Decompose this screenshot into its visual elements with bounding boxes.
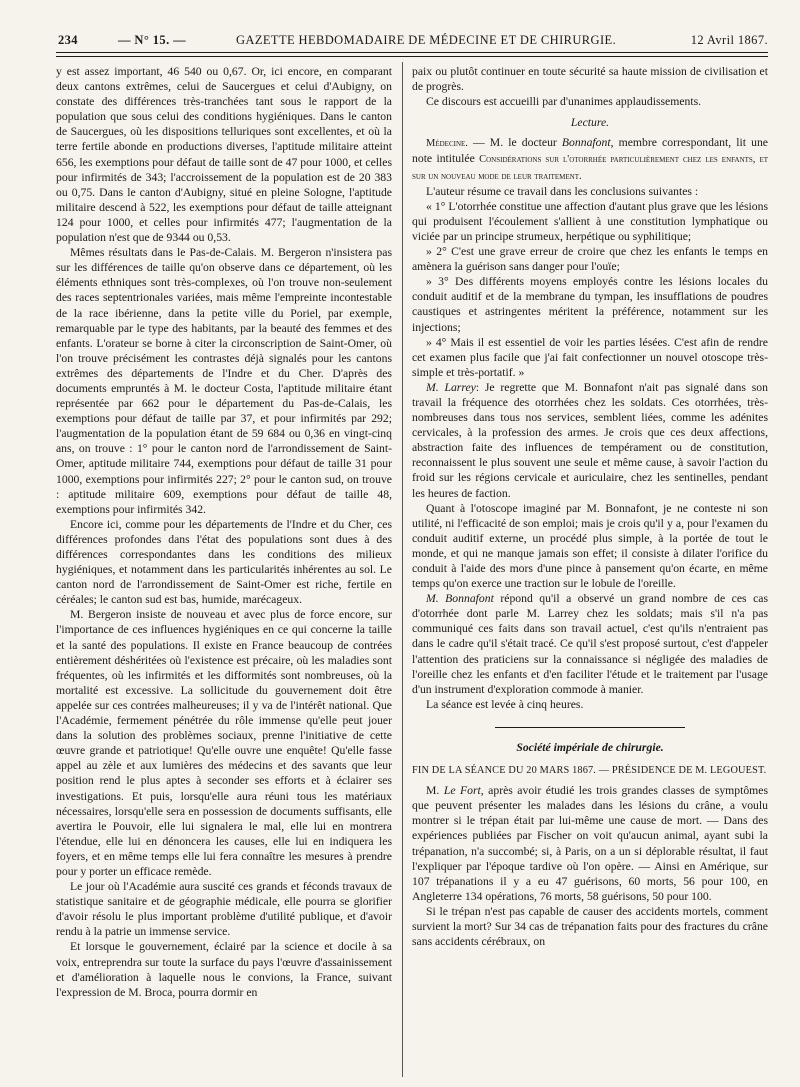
paragraph: Le jour où l'Académie aura suscité ces grands et féconds travaux de statistique sanitaire et de géographie médicale, elle pourra se glorifier d'avoir résolu le plus important problème d'utilité publique, et d'avoir rendu à la patrie un immense service. [56, 880, 392, 939]
reply-paragraph [412, 591, 768, 697]
journal-title: GAZETTE HEBDOMADAIRE DE MÉDECINE ET DE CHIRURGIE. [236, 33, 617, 47]
speaker-name: Le Fort [443, 784, 481, 798]
left-column [56, 64, 392, 1000]
conclusion-item: » 2° C'est une grave erreur de croire que chez les enfants le temps en amènera la guérison sans danger pour l'ouïe; [412, 245, 768, 274]
speaker-text: répond qu'il a observé un grand nombre de ces cas d'otorrhée dont parle M. Larrey chez les soldats; mais s'il n'a pas communiqué ces faits dans son travail actuel, c'est qu'ils n'entraient pas dans le cadre qu'il s'était tracé. Ce qu'il s'est proposé surtout, c'est d'appeler l'attention des praticiens sur la connaissance si négligée des maladies de l'oreille chez les enfants et d'en faciliter l'étude et le traitement par l'usage d'un instrument d'exploration commode à manier. [412, 592, 769, 696]
larrey-paragraph [412, 380, 768, 501]
lecture-label: Médecine. [426, 138, 468, 150]
speaker-name: M. Bonnafont [426, 592, 494, 606]
header-rule [56, 52, 768, 53]
lecture-paragraph [412, 135, 768, 183]
paragraph: La séance est levée à cinq heures. [426, 697, 584, 711]
paragraph: Mêmes résultats dans le Pas-de-Calais. M. Bergeron n'insistera pas sur les différences de taille qu'on observe dans ce département, où les éléments ethniques sont très-complexes, où l'on trouve non-seulement des races septentrionales variées, mais même l'empreinte incontestable de la race ibérienne, dans la petite ville du Poriel, par exemple, remarquable par le type des habitants, par la beauté des femmes et des enfants. L'orateur se borne à citer la circonscription de Saint-Omer, où l'on trouve précisément les contrastes déjà signalés pour les cantons extrêmes des départements de l'Indre et du Cher. D'après des documents empruntés à M. le docteur Costa, l'aptitude militaire étant représentée par 662 pour le département du Pas-de-Calais, les exemptions pour défaut de taille par 37, et pour infirmités par 292; l'augmentation de la population étant de 59 684 ou 0,36 en vingt-cinq ans, on trouve : 1° pour le canton nord de l'arrondissement de Saint-Omer, aptitude militaire 744, exemptions pour défaut de taille 31 pour 1000, exemptions pour infirmités 227; 2° pour le canton sud, on trouve : aptitude militaire 609, exemptions pour défaut de taille 48, exemptions pour infirmités 342. [56, 246, 392, 516]
issue-number: — N° 15. — [118, 33, 187, 47]
conclusion-item: « 1° L'otorrhée constitue une affection d'autant plus grave que les lésions qui produisent l'écoulement s'allient à une constitution lymphatique ou viciée par un principe strumeux, herpétique ou syphilitique; [412, 199, 768, 243]
paragraph: Encore ici, comme pour les départements de l'Indre et du Cher, ces différences profondes dans l'état des populations sont dues à des différences correspondantes dans les conditions des milieux hygiéniques, et notamment dans les particularités inhérentes au sol. Le canton nord de l'arrondissement de Saint-Omer est riche, fertile en céréales; le canton sud est bas, humide, marécageux. [56, 517, 392, 607]
paragraph: L'auteur résume ce travail dans les conclusions suivantes : [426, 184, 699, 198]
lecture-mid: , membre correspondant, lit une note intitulée [412, 136, 768, 166]
paragraph: M. Bergeron insiste de nouveau et avec plus de force encore, sur l'importance de ces influences hygiéniques en ce qui concerne la taille et la santé des populations. Il existe en France beaucoup de contrées entièrement déshéritées où l'existence est précaire, où les maladies sont fréquentes, où les infirmités et les difformités sont nombreuses, où la mortalité est excessive. La sollicitude du gouvernement doit être appelée sur ces contrées malheureuses; il y va de l'intérêt national. Que l'Académie, fermement pénétrée du rôle immense qu'elle peut jouer dans la solution des problèmes sociaux, prenne l'initiative de cette œuvre grande et patriotique! Qu'elle ouvre une enquête! Qu'elle fasse appel au zèle et aux lumières des médecins et des savants que leur position rend le plus aptes à seconder ses efforts et à éclairer ses investigations. Et puis, lorsqu'elle aura réuni tous les matériaux nécessaires, lorsqu'elle sera en possession de documents suffisants, elle avertira le Pouvoir, elle lui signalera le mal, elle lui en montrera l'étendue, elle lui en dénoncera les causes, elle lui en indiquera les foyers, et en même temps elle lui fera connaître les mesures à prendre pour y porter un efficace remède. [56, 608, 392, 878]
speaker-text: : Je regrette que M. Bonnafont n'ait pas signalé dans son travail la fréquence des otorrhées chez les soldats. Ces otorrhées, très-nombreuses dans tous nos services, semblent liées, comme les adénites cervicales, à la profession des armes. Je crois que ces deux affections, abstraction faite des influences de tempérament ou de constitution, reconnaissent le plus souvent une seule et même cause, à savoir l'action du froid sur les régions cervicale et auriculaire, chez les sentinelles, pendant les heures de faction. [412, 380, 768, 500]
lefort-paragraph [412, 783, 768, 904]
paragraph: Quant à l'otoscope imaginé par M. Bonnafont, je ne conteste ni son utilité, ni l'efficacité de son emploi; mais je crois qu'il y a, pour l'examen du conduit auditif externe, un procédé plus simple, à la portée de tout le monde, et qui ne manque jamais son effet; il consiste à dilater l'orifice du conduit à l'aide des mors d'une pince à pansement qu'on écarte, en même temps qu'on exerce une traction sur le lobule de l'oreille. [412, 501, 768, 591]
section-rule [495, 727, 685, 728]
paragraph: paix ou plutôt continuer en toute sécurité sa haute mission de civilisation et de progrès. [412, 65, 768, 94]
issue-date: 12 Avril 1867. [690, 33, 768, 47]
conclusion-item: » 3° Des différents moyens employés contre les lésions locales du conduit auditif et de la membrane du tympan, les insufflations de poudres caustiques et astringentes méritent la préférence, notamment sur les injections; [412, 275, 768, 334]
paragraph: Si le trépan n'est pas capable de causer des accidents mortels, comment survient la mort? Sur 34 cas de trépanation faits pour des fractures du crâne sans accidents cérébraux, on [412, 904, 768, 949]
lecture-intro: — M. le docteur [473, 136, 557, 150]
speaker-text: , après avoir étudié les trois grandes classes de symptômes que peuvent présenter les malades dans les lésions du crâne, a voulu montrer si le trépan était par lui-même une cause de mort. — Dans des expériences publiées par Fischer on voit qu'aucun animal, ayant subi la trépanation, n'a succombé; si, à Paris, on a un si déplorable résultat, il faut l'expliquer par l'époque tardive où l'on opère. — Ainsi en Amérique, sur 107 trépanations il y a eu 47 guérisons, 60 morts, 56 pour 100, en Angleterre 134 opérations, 76 morts, 58 guérisons, 50 pour 100. [412, 784, 769, 903]
right-column [412, 64, 768, 949]
page-number: 234 [58, 33, 78, 47]
paragraph: Ce discours est accueilli par d'unanimes applaudissements. [426, 95, 702, 109]
session-meta: FIN DE LA SÉANCE DU 20 MARS 1867. — PRÉSIDENCE DE M. LEGOUEST. [412, 765, 767, 777]
author-name: Bonnafont [561, 136, 611, 150]
society-title: Société impériale de chirurgie. [516, 740, 664, 754]
speaker-prefix: M. [426, 784, 440, 798]
paragraph: Et lorsque le gouvernement, éclairé par la science et docile à sa voix, entreprendra sur toute la surface du pays l'œuvre d'assainissement et d'amélioration à laquelle nous le convions, la France, suivant l'expression de M. Broca, pourra dormir en [56, 940, 392, 999]
conclusion-item: » 4° Mais il est essentiel de voir les parties lésées. C'est afin de rendre cet examen plus facile que j'ai fait confectionner un nouvel otoscope très-simple et très-portatif. » [412, 335, 768, 379]
column-divider [402, 62, 403, 1077]
header-rule-thin [56, 56, 768, 57]
lecture-title: Considérations sur l'otorrhée particulièrement chez les enfants, et sur un nouveau mode de leur traitement. [412, 154, 769, 182]
speaker-name: M. Larrey [426, 380, 476, 394]
paragraph: y est assez important, 46 540 ou 0,67. Or, ici encore, en comparant deux cantons extrêmes, celui de Saucergues et celui d'Aubigny, on constate des différences très-tranchées tant sous le rapport de la population que sous celui des conditions hygiéniques. Dans le canton de Saucergues, où les dispositions telluriques sont excellentes, et où la terre fertile abonde en productions diverses, l'aptitude militaire atteint 656, les exemptions pour défaut de taille sont de 47 pour 1000, et celles pour infirmités de 343; l'accroissement de la population est de 20 383 ou 0,75. Dans le canton d'Aubigny, situé en pleine Sologne, l'aptitude militaire descend à 522, les exemptions pour défaut de taille atteignant 124 pour 1000, et celles pour infirmités 477; l'augmentation de la population n'est que de 9344 ou 0,53. [56, 65, 392, 245]
lecture-heading: Lecture. [570, 116, 610, 130]
page-header [56, 30, 768, 52]
